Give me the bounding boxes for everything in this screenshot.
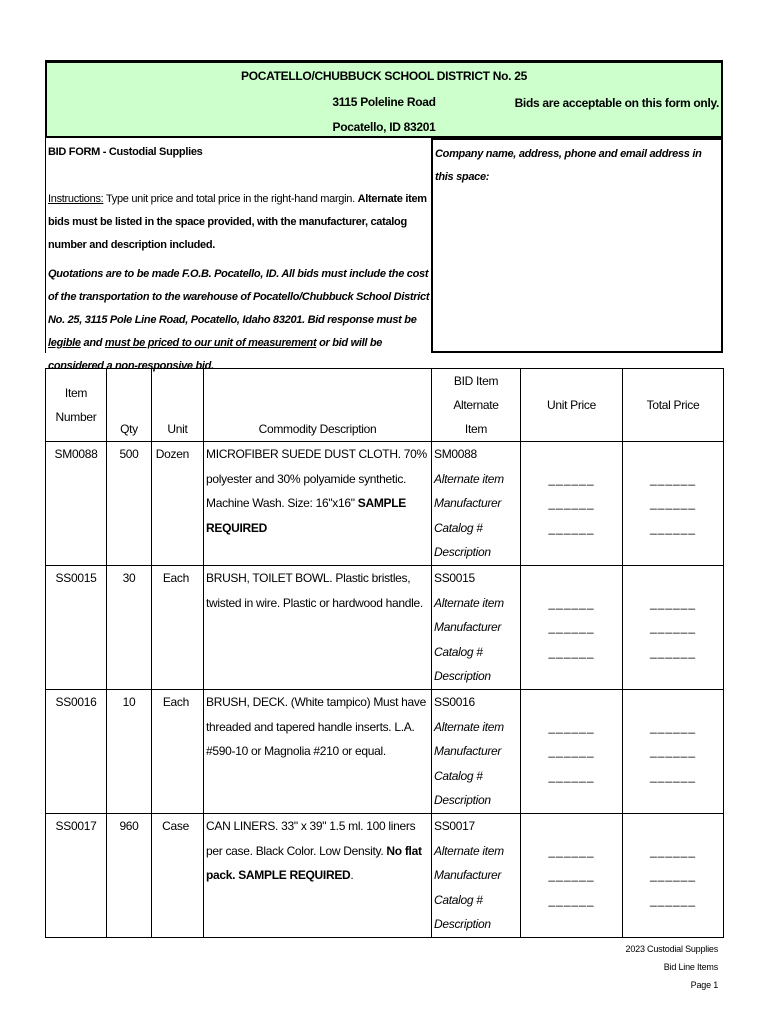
total-price-cell[interactable] — [623, 566, 724, 690]
col-unit-price: Unit Price — [521, 369, 623, 442]
alt-label-catalog: Catalog # — [434, 892, 483, 907]
alt-label-alternate: Alternate item — [434, 595, 504, 610]
footer-line2: Bid Line Items — [663, 962, 718, 972]
item-alternate[interactable] — [432, 690, 521, 814]
priced-text: must be priced to our unit of measurement — [104, 337, 317, 349]
item-qty: 30 — [107, 566, 152, 690]
blank-line: ______ — [548, 471, 595, 486]
company-prompt: Company name, address, phone and email address in this space: — [435, 148, 702, 183]
bids-note: Bids are acceptable on this form only. — [514, 96, 719, 110]
page-footer — [626, 940, 718, 994]
instructions-block — [48, 188, 432, 257]
col-item-number: Item Number — [46, 369, 107, 442]
item-qty: 500 — [107, 442, 152, 566]
table-row — [46, 690, 724, 814]
alt-label-description: Description — [434, 917, 491, 931]
item-description: BRUSH, DECK. (White tampico) Must have threaded and tapered handle inserts. L.A. #590-10 or Magnolia #210 or equal. — [204, 690, 432, 814]
item-description: MICROFIBER SUEDE DUST CLOTH. 70% polyester and 30% polyamide synthetic. Machine Wash. Size: 16"x16" SAMPLE REQUIRED — [204, 442, 432, 566]
and-text: and — [80, 337, 105, 349]
legible-text: legible — [48, 337, 81, 349]
alt-label-manufacturer: Manufacturer — [434, 620, 502, 634]
company-info-box[interactable] — [431, 138, 723, 353]
alt-label-catalog: Catalog # — [434, 520, 483, 535]
unit-price-cell[interactable] — [521, 814, 623, 938]
footer-line1: 2023 Custodial Supplies — [625, 944, 718, 954]
col-total-price: Total Price — [623, 369, 724, 442]
district-name: POCATELLO/CHUBBUCK SCHOOL DISTRICT No. 25 — [241, 69, 527, 83]
item-alternate[interactable] — [432, 566, 521, 690]
blank-line: ______ — [649, 595, 697, 610]
blank-line: ______ — [649, 744, 697, 758]
instructions-text: Type unit price and total price in the right-hand margin. — [103, 193, 358, 205]
item-number: SS0016 — [46, 690, 107, 814]
unit-price-cell[interactable] — [521, 566, 623, 690]
table-row — [46, 814, 724, 938]
blank-line: ______ — [649, 719, 697, 734]
alt-code: SS0016 — [434, 695, 475, 709]
blank-line: ______ — [548, 719, 595, 734]
nonresponsive-text: or bid will be considered a non-responsive bid. — [48, 337, 383, 372]
alt-label-alternate: Alternate item — [434, 843, 504, 858]
quotation-block — [48, 263, 432, 378]
total-price-cell[interactable] — [623, 814, 724, 938]
alt-label-manufacturer: Manufacturer — [434, 744, 502, 758]
table-row — [46, 442, 724, 566]
blank-line: ______ — [548, 595, 595, 610]
item-qty: 10 — [107, 690, 152, 814]
bid-items-table — [45, 368, 724, 938]
alt-label-description: Description — [434, 545, 491, 559]
alt-label-manufacturer: Manufacturer — [434, 496, 502, 510]
blank-line: ______ — [548, 520, 595, 535]
blank-line: ______ — [548, 892, 595, 907]
item-alternate[interactable] — [432, 442, 521, 566]
item-unit: Each — [152, 690, 204, 814]
alt-label-catalog: Catalog # — [434, 644, 483, 659]
blank-line: ______ — [649, 644, 697, 659]
blank-line: ______ — [649, 868, 697, 882]
alt-label-manufacturer: Manufacturer — [434, 868, 502, 882]
alt-code: SS0015 — [434, 571, 475, 585]
blank-line: ______ — [649, 520, 697, 535]
district-street: 3115 Poleline Road — [332, 95, 436, 109]
item-unit: Case — [152, 814, 204, 938]
alt-label-catalog: Catalog # — [434, 768, 483, 783]
item-alternate[interactable] — [432, 814, 521, 938]
blank-line: ______ — [649, 471, 697, 486]
unit-price-cell[interactable] — [521, 690, 623, 814]
item-number: SS0017 — [46, 814, 107, 938]
alt-code: SM0088 — [434, 447, 477, 461]
item-number: SS0015 — [46, 566, 107, 690]
blank-line: ______ — [548, 843, 595, 858]
quotation-text: Quotations are to be made F.O.B. Pocatello, ID. All bids must include the cost of the transportation to the warehouse of Pocatello/Chubbuck School District No. 25, 3115 Pole Line Road, Pocatello, Idaho 83201. Bid response must be — [48, 268, 430, 326]
blank-line: ______ — [649, 620, 697, 634]
alt-label-alternate: Alternate item — [434, 719, 504, 734]
alt-label-description: Description — [434, 793, 491, 807]
instructions-bold: Alternate item bids must be listed in the space provided, with the manufacturer, catalog number and description included. — [48, 193, 427, 251]
col-qty: Qty — [107, 369, 152, 442]
blank-line: ______ — [548, 744, 595, 758]
blank-line: ______ — [548, 768, 595, 783]
blank-line: ______ — [649, 843, 697, 858]
col-alternate: BID Item Alternate Item — [432, 369, 521, 442]
footer-line3: Page 1 — [690, 980, 718, 990]
total-price-cell[interactable] — [623, 690, 724, 814]
alt-label-alternate: Alternate item — [434, 471, 504, 486]
instructions-panel — [45, 138, 431, 372]
blank-line: ______ — [548, 644, 595, 659]
item-unit: Each — [152, 566, 204, 690]
table-row — [46, 566, 724, 690]
instructions-label: Instructions: — [48, 193, 104, 205]
col-description: Commodity Description — [204, 369, 432, 442]
item-description: BRUSH, TOILET BOWL. Plastic bristles, twisted in wire. Plastic or hardwood handle. — [204, 566, 432, 690]
col-unit: Unit — [152, 369, 204, 442]
blank-line: ______ — [548, 620, 595, 634]
form-title: BID FORM - Custodial Supplies — [48, 146, 203, 158]
table-header-row — [46, 369, 724, 442]
item-unit: Dozen — [152, 442, 204, 566]
alt-code: SS0017 — [434, 819, 475, 833]
blank-line: ______ — [649, 496, 697, 510]
blank-line: ______ — [548, 868, 595, 882]
item-description: CAN LINERS. 33" x 39" 1.5 ml. 100 liners per case. Black Color. Low Density. No flat pack. SAMPLE REQUIRED. — [204, 814, 432, 938]
blank-line: ______ — [649, 768, 697, 783]
blank-line: ______ — [548, 496, 595, 510]
total-price-cell[interactable] — [623, 442, 724, 566]
district-header — [45, 60, 723, 138]
alt-label-description: Description — [434, 669, 491, 683]
blank-line: ______ — [649, 892, 697, 907]
item-number: SM0088 — [46, 442, 107, 566]
unit-price-cell[interactable] — [521, 442, 623, 566]
item-qty: 960 — [107, 814, 152, 938]
district-city: Pocatello, ID 83201 — [332, 120, 436, 134]
